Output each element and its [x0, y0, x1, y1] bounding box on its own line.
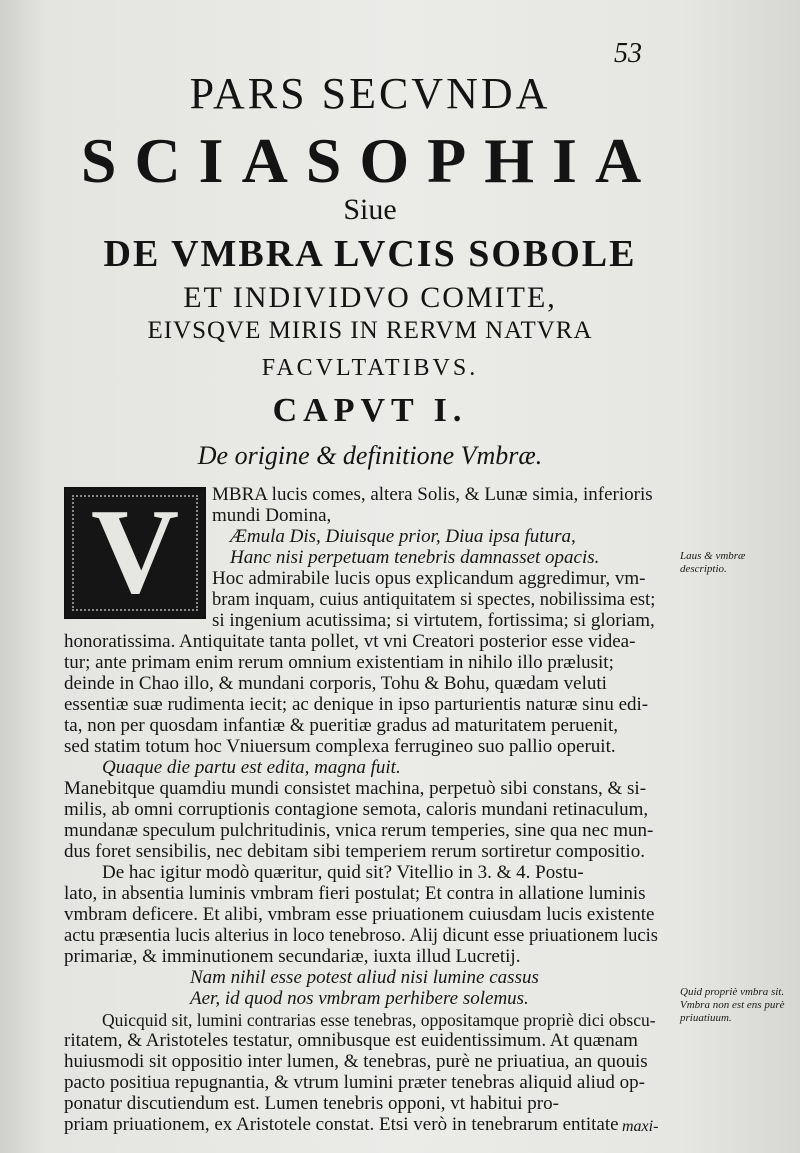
text-line: Quaque die partu est edita, magna fuit. [102, 757, 401, 778]
text-line: mundanæ speculum pulchritudinis, vnica rerum temperies, sine qua nec mun- [64, 820, 654, 841]
text-line: Nam nihil esse potest aliud nisi lumine cassus [190, 967, 539, 988]
text-line: bram inquam, cuius antiquitatem si spectes, nobilissima est; [212, 590, 656, 610]
chapter-heading: CAPVT I. [272, 392, 468, 429]
text-line: Aer, id quod nos vmbram perhibere solemus. [190, 988, 529, 1009]
title-conjunction: Siue [343, 193, 397, 226]
text-line: deinde in Chao illo, & mundani corporis, Tohu & Bohu, quædam veluti [64, 673, 607, 694]
initial-letter: V [90, 484, 180, 619]
text-line: dus foret sensibilis, nec debitam sibi temperiem rerum sortiretur compositio. [64, 841, 645, 862]
subtitle-line-1: DE VMBRA LVCIS SOBOLE [103, 233, 637, 275]
decorated-initial [64, 484, 206, 619]
text-line: actu præsentia lucis alterius in loco tenebroso. Alij dicunt esse priuationem lucis [64, 926, 658, 946]
text-line: si ingenium acutissima; si virtutem, fortissima; si gloriam, [212, 610, 655, 631]
part-heading: PARS SECVNDA [189, 69, 551, 118]
text-line: essentiæ suæ rudimenta iecit; ac denique in ipso parturientis naturæ sinu edi- [64, 694, 649, 715]
text-line: pacto positiua repugnantia, & vtrum lumini præter tenebras aliquid aliud op- [64, 1072, 645, 1093]
text-line: Quicquid sit, lumini contrarias esse tenebras, oppositamque propriè dici obscu- [102, 1010, 656, 1030]
text-line: vmbram deficere. Et alibi, vmbram esse priuationem cuiusdam lucis existente [64, 904, 655, 925]
subtitle-line-2: ET INDIVIDVO COMITE, [183, 281, 557, 314]
text-line: huiusmodi sit oppositio inter lumen, & tenebras, purè ne priuatiua, an quouis [64, 1051, 648, 1072]
page-number: 53 [614, 38, 642, 69]
text-line: mundi Domina, [212, 505, 332, 526]
text-line: lato, in absentia luminis vmbram fieri postulat; Et contra in allatione luminis [64, 883, 646, 904]
text-line: MBRA lucis comes, altera Solis, & Lunæ simia, inferioris [212, 484, 653, 505]
subtitle-line-3: EIVSQVE MIRIS IN RERVM NATVRA [147, 317, 593, 344]
text-line: Hoc admirabile lucis opus explicandum aggredimur, vm- [212, 568, 646, 589]
text-line: ritatem, & Aristoteles testatur, omnibusque est euidentissimum. At quænam [64, 1030, 638, 1051]
text-line: ta, non per quosdam infantiæ & pueritiæ gradus ad maturitatem peruenit, [64, 715, 619, 736]
text-line: priam priuationem, ex Aristotele constat. Etsi verò in tenebrarum entitate [64, 1114, 619, 1135]
catchword: maxi- [622, 1118, 659, 1135]
text-line: tur; ante primam enim rerum omnium existentiam in nihilo illo prælusit; [64, 652, 614, 673]
text-line: De hac igitur modò quæritur, quid sit? Vitellio in 3. & 4. Postu- [102, 862, 584, 883]
text-line: ponatur discutiendum est. Lumen tenebris opponi, vt habitui pro- [64, 1093, 559, 1114]
chapter-title: De origine & definitione Vmbræ. [197, 441, 543, 470]
text-line: Æmula Dis, Diuisque prior, Diua ipsa futura, [230, 526, 576, 547]
text-line: honoratissima. Antiquitate tanta pollet, vt vni Creatori posterior esse videa- [64, 631, 636, 652]
text-line: Hanc nisi perpetuam tenebris damnasset opacis. [230, 547, 600, 568]
text-line: sed statim totum hoc Vniuersum complexa ferrugineo suo pallio operuit. [64, 736, 616, 757]
marginal-note: Quid propriè vmbra sit. Vmbra non est ens purè priuatiuum. [680, 986, 785, 1024]
text-line: primariæ, & imminutionem secundariæ, iuxta illud Lucretij. [64, 946, 521, 967]
text-line: Manebitque quamdiu mundi consistet machina, perpetuò sibi constans, & si- [64, 778, 647, 799]
main-title: SCIASOPHIA [80, 125, 660, 196]
text-line: milis, ab omni corruptionis contagione semota, caloris mundani retinaculum, [64, 799, 649, 820]
subtitle-line-4: FACVLTATIBVS. [261, 355, 479, 381]
marginal-note: Laus & vmbræ descriptio. [680, 550, 746, 575]
